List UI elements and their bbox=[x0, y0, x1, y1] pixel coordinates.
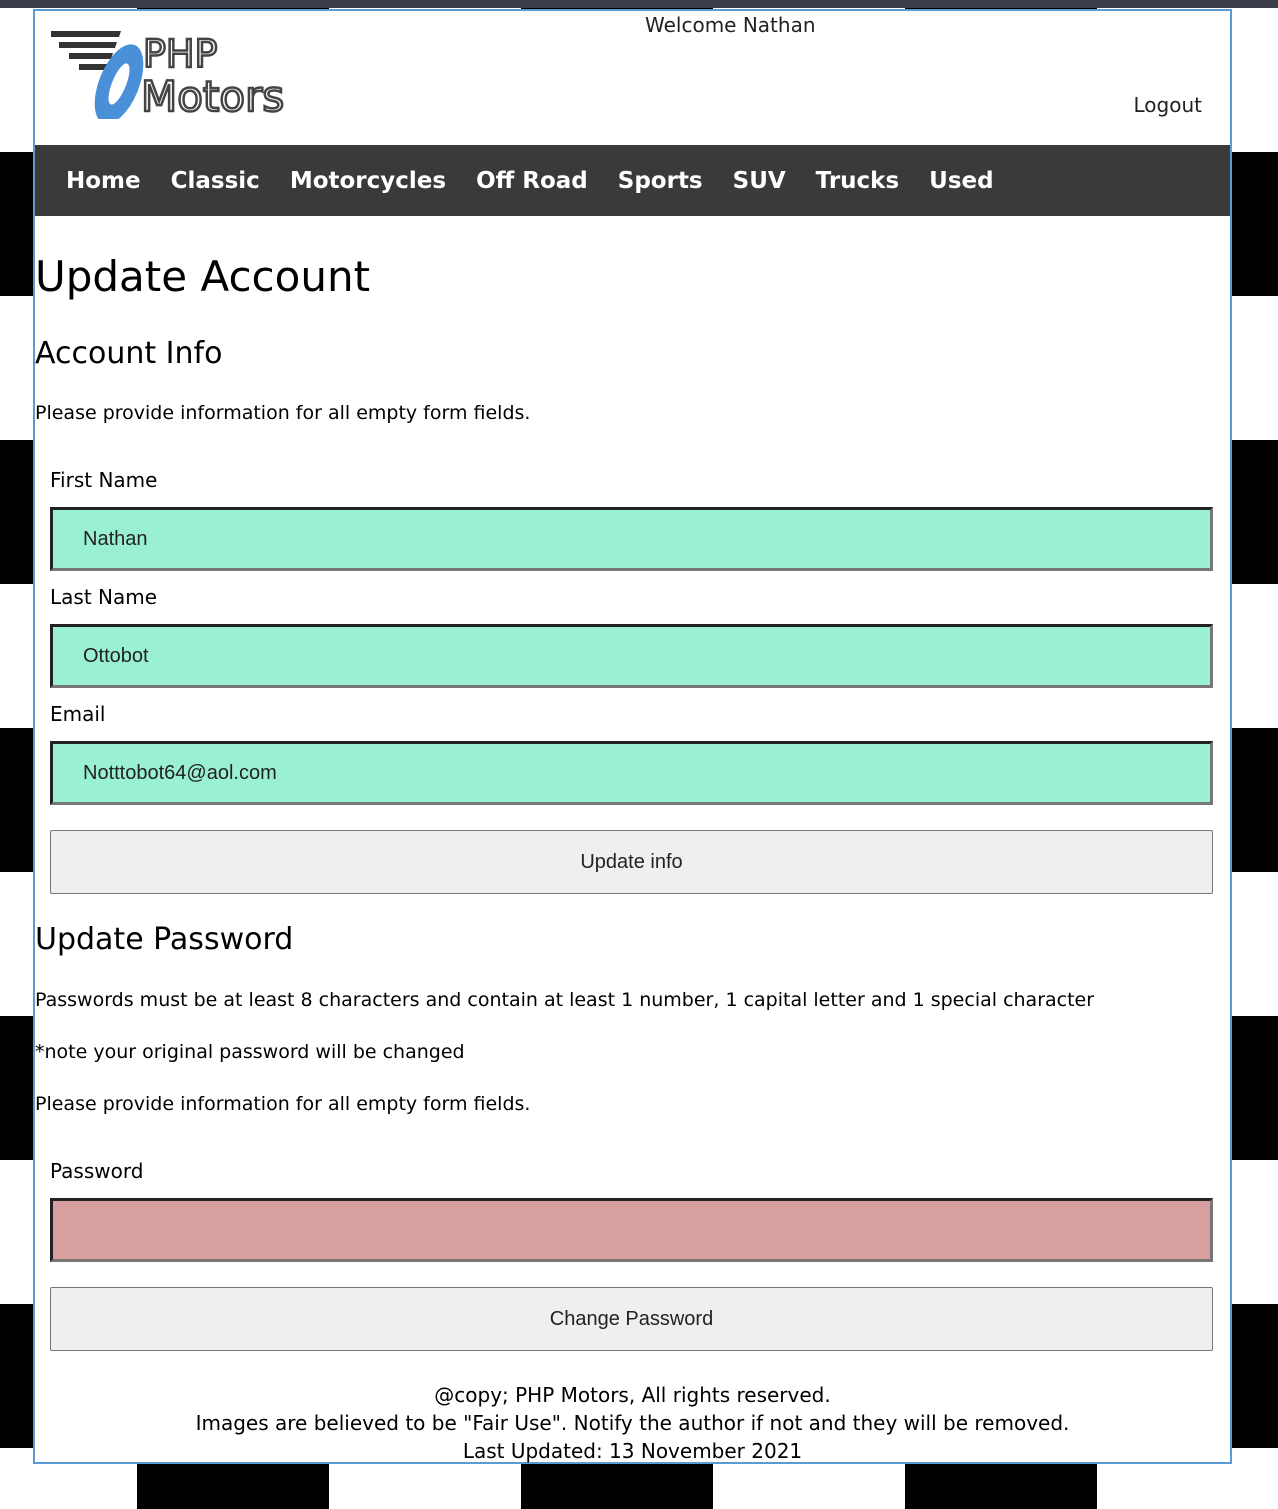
account-info-instructions: Please provide information for all empty form fields. bbox=[35, 402, 531, 424]
first-name-field[interactable]: Nathan bbox=[50, 507, 1213, 571]
change-password-button[interactable]: Change Password bbox=[50, 1287, 1213, 1351]
page-container bbox=[33, 9, 1232, 1464]
password-change-note: *note your original password will be changed bbox=[35, 1041, 465, 1063]
nav-item-classic[interactable]: Classic bbox=[170, 167, 260, 194]
welcome-message: Welcome Nathan bbox=[645, 13, 816, 37]
footer-last-updated: Last Updated: 13 November 2021 bbox=[462, 1439, 803, 1463]
site-header bbox=[35, 11, 1230, 145]
nav-item-suv[interactable]: SUV bbox=[732, 167, 786, 194]
page-title: Update Account bbox=[35, 252, 371, 301]
password-label: Password bbox=[50, 1159, 144, 1183]
first-name-label: First Name bbox=[50, 468, 158, 492]
update-password-heading: Update Password bbox=[35, 922, 294, 957]
site-footer bbox=[35, 1381, 1230, 1465]
nav-item-used[interactable]: Used bbox=[929, 167, 994, 194]
update-info-button[interactable]: Update info bbox=[50, 830, 1213, 894]
password-requirements: Passwords must be at least 8 characters and contain at least 1 number, 1 capital letter and 1 special character bbox=[35, 989, 1095, 1011]
logout-link[interactable]: Logout bbox=[1133, 93, 1202, 117]
logo-text-php: PHP bbox=[143, 32, 218, 76]
nav-item-off-road[interactable]: Off Road bbox=[476, 167, 588, 194]
nav-item-motorcycles[interactable]: Motorcycles bbox=[289, 167, 447, 194]
email-field[interactable]: Notttobot64@aol.com bbox=[50, 741, 1213, 805]
footer-copyright: @copy; PHP Motors, All rights reserved. bbox=[434, 1383, 831, 1407]
nav-item-home[interactable]: Home bbox=[66, 167, 141, 194]
last-name-field[interactable]: Ottobot bbox=[50, 624, 1213, 688]
nav-item-trucks[interactable]: Trucks bbox=[815, 167, 900, 194]
email-label: Email bbox=[50, 702, 106, 726]
password-instructions: Please provide information for all empty form fields. bbox=[35, 1093, 531, 1115]
main-nav bbox=[35, 145, 1230, 216]
php-motors-logo[interactable] bbox=[51, 29, 326, 119]
footer-images-note: Images are believed to be "Fair Use". Notify the author if not and they will be removed. bbox=[195, 1411, 1070, 1435]
password-field[interactable] bbox=[50, 1198, 1213, 1262]
last-name-label: Last Name bbox=[50, 585, 158, 609]
browser-top-bar bbox=[0, 0, 1278, 8]
account-info-heading: Account Info bbox=[35, 336, 223, 371]
logo-text-motors: Motors bbox=[141, 72, 285, 119]
nav-item-sports[interactable]: Sports bbox=[617, 167, 703, 194]
